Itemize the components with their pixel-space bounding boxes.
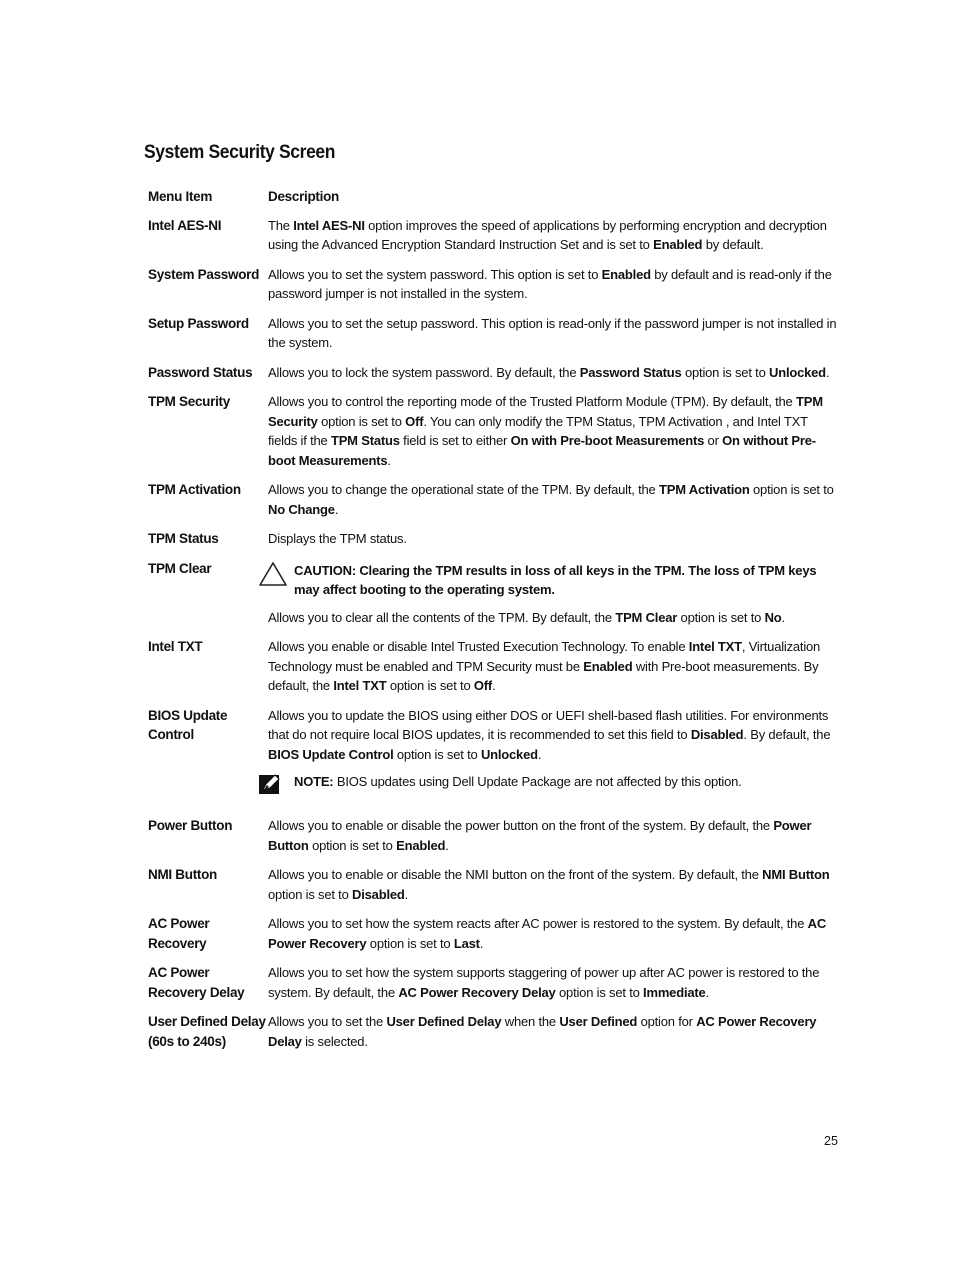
menu-item-description: Allows you to enable or disable the power button on the front of the system. By default, the Power Button option is set to Enabled. <box>268 818 812 853</box>
caution-triangle-icon <box>258 561 288 587</box>
menu-item-description: Allows you to set how the system supports staggering of power up after AC power is restored to the system. By default, the AC Power Recovery Delay option is set to Immediate. <box>268 965 820 1000</box>
menu-item-description: CAUTION: Clearing the TPM results in loss of all keys in the TPM. The loss of TPM keys may affect booting to the operating system. Allows you to clear all the contents of the TPM. By default, the TPM Clear option is set to No. <box>268 559 838 628</box>
table-row <box>148 914 838 953</box>
menu-item-label: TPM Status <box>148 531 219 546</box>
menu-item-label: BIOS Update Control <box>148 707 228 742</box>
menu-item-label: Intel TXT <box>148 639 203 654</box>
page-title: System Security Screen <box>144 142 336 163</box>
table-row <box>148 865 838 904</box>
caution-text: CAUTION: Clearing the TPM results in loss of all keys in the TPM. The loss of TPM keys may affect booting to the operating system. <box>294 562 817 597</box>
note-pencil-icon <box>258 772 288 798</box>
menu-item-label: Setup Password <box>148 315 249 331</box>
table-header-row <box>148 187 838 207</box>
menu-item-description: Allows you to set how the system reacts after AC power is restored to the system. By default, the AC Power Recovery option is set to Last. <box>268 916 827 951</box>
note-notice <box>258 772 838 798</box>
table-row <box>148 363 838 383</box>
header-menu-item: Menu Item <box>148 189 213 204</box>
security-options-table <box>148 187 838 1061</box>
menu-item-label: Password Status <box>148 364 253 380</box>
menu-item-description: Allows you to lock the system password. By default, the Password Status option is set to Unlocked. <box>268 364 830 380</box>
table-row <box>148 314 838 353</box>
menu-item-label: System Password <box>148 266 260 282</box>
menu-item-label: Intel AES-NI <box>148 217 222 233</box>
menu-item-description: Allows you enable or disable Intel Trusted Execution Technology. To enable Intel TXT, Virtualization Technology must be enabled and TPM Security must be Enabled with Pre-boot measurements. By default, the Intel TXT option is set to Off. <box>268 639 821 693</box>
menu-item-description: The Intel AES-NI option improves the speed of applications by performing encryption and decryption using the Advanced Encryption Standard Instruction Set and is set to Enabled by default. <box>268 217 827 252</box>
table-row <box>148 529 838 549</box>
table-row <box>148 392 838 470</box>
menu-item-label: AC Power Recovery Delay <box>148 965 245 1000</box>
menu-item-label: NMI Button <box>148 867 217 882</box>
table-row <box>148 1012 838 1051</box>
menu-item-label: Power Button <box>148 818 233 833</box>
menu-item-label: TPM Activation <box>148 482 241 497</box>
table-row <box>148 559 838 628</box>
note-text: NOTE: BIOS updates using Dell Update Package are not affected by this option. <box>294 774 742 789</box>
menu-item-label: AC Power Recovery <box>148 916 210 951</box>
menu-item-label: TPM Clear <box>148 560 212 576</box>
menu-item-description: Allows you to change the operational state of the TPM. By default, the TPM Activation option is set to No Change. <box>268 482 834 517</box>
table-row <box>148 265 838 304</box>
menu-item-label: TPM Security <box>148 394 230 409</box>
table-row <box>148 963 838 1002</box>
page-number: 25 <box>824 1134 838 1148</box>
menu-item-description: Allows you to enable or disable the NMI button on the front of the system. By default, the NMI Button option is set to Disabled. <box>268 867 830 902</box>
menu-item-description: Allows you to control the reporting mode of the Trusted Platform Module (TPM). By default, the TPM Security option is set to Off. You can only modify the TPM Status, TPM Activation , and Intel TXT fields if the TPM Status field is set to either On with Pre-boot Measurements or On without Pre-boot Measurements. <box>268 394 823 468</box>
table-row <box>148 816 838 855</box>
table-row <box>148 706 838 807</box>
header-description: Description <box>268 189 339 204</box>
table-row <box>148 637 838 696</box>
table-row <box>148 216 838 255</box>
menu-item-description: Allows you to update the BIOS using either DOS or UEFI shell-based flash utilities. For environments that do not require local BIOS updates, it is recommended to set this field to Disabled. By default, the BIOS Update Control option is set to Unlocked. NOTE: BIOS updates using Dell Update Package are not affected by this option. <box>268 706 838 807</box>
table-body <box>148 216 838 1052</box>
menu-item-description: Displays the TPM status. <box>268 531 407 546</box>
menu-item-description: Allows you to set the system password. This option is set to Enabled by default and is read-only if the password jumper is not installed in the system. <box>268 266 832 301</box>
caution-notice <box>258 561 838 600</box>
menu-item-description: Allows you to set the User Defined Delay when the User Defined option for AC Power Recovery Delay is selected. <box>268 1014 817 1049</box>
menu-item-label: User Defined Delay (60s to 240s) <box>148 1014 266 1049</box>
menu-item-description: Allows you to set the setup password. This option is read-only if the password jumper is not installed in the system. <box>268 315 837 350</box>
table-row <box>148 480 838 519</box>
